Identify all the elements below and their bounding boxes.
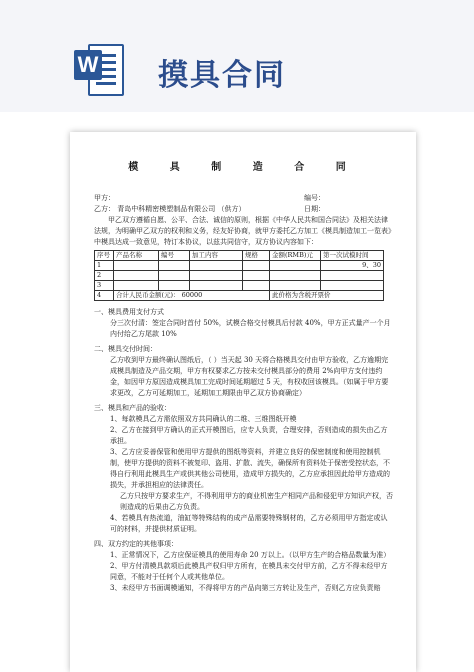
table-cell — [190, 271, 243, 281]
table-header: 编号 — [159, 251, 190, 261]
section-item: 2、乙方在接到甲方确认的正式开模图后，应专人负责，合理安排，否则造成的损失由乙方承担。 — [110, 426, 388, 445]
section-body: 分三次付清：签定合同时首付 50%，试模合格交付模具后付款 40%，甲方正式量产一个月内付给乙方尾款 10% — [110, 319, 391, 338]
document-page — [70, 132, 416, 672]
section-title: 二、模具交付时间： — [94, 345, 157, 353]
table-cell: 9、30 — [321, 261, 384, 271]
section-item: 1、正常情况下，乙方应保证模具的使用寿命 20 万以上。（以甲方生产的合格品数量为准） — [110, 551, 391, 559]
word-badge: W — [74, 50, 102, 80]
table-header: 加工内容 — [190, 251, 243, 261]
document-title: 模 具 制 造 合 同 — [128, 162, 360, 173]
table-cell — [321, 271, 384, 281]
table-header-row — [95, 251, 384, 261]
table-row — [95, 281, 384, 291]
table-cell — [159, 261, 190, 271]
section-title: 四、双方约定的其他事项： — [94, 540, 178, 548]
section-item: 乙方只按甲方要求生产，不得利用甲方的商业机密生产相同产品和侵犯甲方知识产权，否则造成的后果由乙方负责。 — [120, 492, 393, 511]
table-cell: 2 — [95, 271, 114, 281]
table-cell — [159, 271, 190, 281]
total-note: 此价格为含税开票价 — [270, 291, 384, 301]
table-cell — [270, 271, 321, 281]
section-item: 4、若模具有热流道，油缸等特殊结构的成产品需要特殊钢材的，乙方必须用甲方指定或认可的材料，并提供材质证明。 — [110, 514, 388, 533]
section-title: 三、模具和产品的验收： — [94, 404, 171, 412]
total-amount: 合计人民币金额(元)： 60000 — [114, 291, 270, 301]
table-header: 第一次试模时间 — [321, 251, 384, 261]
mold-table — [94, 250, 384, 301]
contract-date: 日期： — [304, 205, 325, 213]
table-cell — [270, 261, 321, 271]
section-item: 1、每款模具乙方需依照双方共同确认的二维、三维图纸开模 — [110, 415, 297, 423]
table-header: 规格 — [243, 251, 270, 261]
table-cell: 1 — [95, 261, 114, 271]
section-title: 一、模具费用支付方式 — [94, 308, 164, 316]
table-total-row — [95, 291, 384, 301]
table-cell — [243, 261, 270, 271]
table-cell — [114, 271, 159, 281]
table-header: 金额(RMB)元 — [270, 251, 321, 261]
table-cell — [190, 281, 243, 291]
section-body: 乙方收到甲方最终确认图纸后，（ ）当天起 30 天将合格模具交付由甲方验收，乙方逾期完成模具制造及产品交期，甲方有权要求乙方按未交付模具部分的费用 2%向甲方支付违约金，如因甲方原因造成模具加工完成时间延期超过 5 天，有权收回该模具。（如属于甲方要求更改，乙方可延期加工，延期加工期限由甲乙双方协商确定） — [110, 356, 389, 397]
table-cell — [270, 281, 321, 291]
table-cell — [321, 281, 384, 291]
table-cell — [190, 261, 243, 271]
section-item: 3、乙方应妥善保管和使用甲方提供的图纸等资料，并建立良好的保密制度和使用控制机制，使甲方提供的资料不被复印、盗用、扩散、流失，确保所有资料处于保密受控状态，不得自行利用此模具生产或供其他公司使用，造成甲方损失的，乙方应承担因此给甲方造成的损失，并承担相应的法律责任。 — [110, 448, 390, 489]
table-cell — [243, 271, 270, 281]
contract-number: 编号： — [304, 194, 325, 202]
table-cell — [114, 261, 159, 271]
table-cell — [114, 281, 159, 291]
banner — [0, 0, 474, 112]
banner-title: 摸具合同 — [158, 58, 286, 93]
word-doc-icon — [74, 40, 122, 96]
intro-paragraph: 甲乙双方遵循自愿、公平、合法、诚信的原则，根据《中华人民共和国合同法》及相关法律法规，为明确甲乙双方的权利和义务，经友好协商，就甲方委托乙方加工《模具制造加工一览表》中模具达成一致意见，特订本协议，以兹共同信守，双方协议内容如下： — [94, 216, 392, 246]
section-item: 3、未经甲方书面调模通知，不得将甲方的产品向第三方转让及生产，否则乙方应负责赔 — [110, 584, 381, 592]
table-cell: 4 — [95, 291, 114, 301]
table-cell: 3 — [95, 281, 114, 291]
table-row — [95, 271, 384, 281]
table-header: 序号 — [95, 251, 114, 261]
party-b: 乙方： 青岛中科精密模塑制品有限公司 （供方） — [94, 205, 246, 213]
party-a: 甲方： — [94, 194, 115, 202]
table-cell — [243, 281, 270, 291]
table-row — [95, 261, 384, 271]
table-cell — [159, 281, 190, 291]
section-item: 2、甲方付清模具款项后此模具产权归甲方所有，在模具未交付甲方前，乙方不得未经甲方同意，不能对于任何个人或其他单位。 — [110, 562, 388, 581]
table-header: 产品名称 — [114, 251, 159, 261]
